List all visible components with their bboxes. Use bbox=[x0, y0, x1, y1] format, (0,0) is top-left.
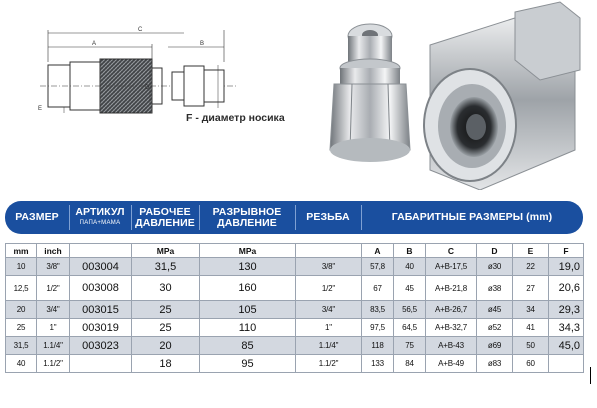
table-cell: 105 bbox=[200, 301, 296, 319]
table-subheader-row bbox=[6, 244, 584, 258]
header-working-pressure: РАБОЧЕЕ ДАВЛЕНИЕ bbox=[135, 205, 195, 229]
table-cell: 75 bbox=[394, 337, 426, 355]
table-row bbox=[6, 355, 584, 373]
table-cell: 25 bbox=[6, 319, 37, 337]
table-cell: 10 bbox=[6, 258, 37, 276]
table-cell: 60 bbox=[513, 355, 549, 373]
table-cell bbox=[70, 355, 132, 373]
table-cell: A+B-26,7 bbox=[426, 301, 477, 319]
table-cell: 31,5 bbox=[6, 337, 37, 355]
table-row bbox=[6, 301, 584, 319]
subheader-a: A bbox=[362, 244, 394, 258]
table-cell: 97,5 bbox=[362, 319, 394, 337]
table-cell: 20 bbox=[6, 301, 37, 319]
table-cell: 118 bbox=[362, 337, 394, 355]
table-cell: 40 bbox=[6, 355, 37, 373]
text-cursor bbox=[590, 367, 591, 384]
table-cell: 1.1/4" bbox=[37, 337, 70, 355]
table-cell: 45 bbox=[394, 276, 426, 301]
table-cell: 20 bbox=[132, 337, 200, 355]
table-cell: 34,3 bbox=[549, 319, 584, 337]
table-cell: 19,0 bbox=[549, 258, 584, 276]
subheader-article bbox=[70, 244, 132, 258]
table-cell: ø45 bbox=[477, 301, 513, 319]
table-cell: 3/4" bbox=[296, 301, 362, 319]
table-cell: 40 bbox=[394, 258, 426, 276]
table-cell: 1/2" bbox=[296, 276, 362, 301]
table-cell: 1" bbox=[296, 319, 362, 337]
table-cell: ø52 bbox=[477, 319, 513, 337]
table-cell: 110 bbox=[200, 319, 296, 337]
table-cell: 003015 bbox=[70, 301, 132, 319]
table-cell: 3/8" bbox=[37, 258, 70, 276]
table-cell: 1/2" bbox=[37, 276, 70, 301]
table-header-banner bbox=[5, 201, 583, 234]
table-cell: 41 bbox=[513, 319, 549, 337]
table-cell: A+B-49 bbox=[426, 355, 477, 373]
dim-label-e: E bbox=[38, 106, 43, 112]
table-cell: 22 bbox=[513, 258, 549, 276]
header-article: АРТИКУЛ ПАПА+МАМА bbox=[75, 205, 125, 226]
subheader-bp-unit: MPa bbox=[200, 244, 296, 258]
table-cell: 64,5 bbox=[394, 319, 426, 337]
table-cell: 84 bbox=[394, 355, 426, 373]
subheader-wp-unit: MPa bbox=[132, 244, 200, 258]
subheader-c: C bbox=[426, 244, 477, 258]
table-row bbox=[6, 337, 584, 355]
header-dimensions: ГАБАРИТНЫЕ РАЗМЕРЫ (mm) bbox=[391, 211, 553, 223]
table-cell: 003004 bbox=[70, 258, 132, 276]
subheader-d: D bbox=[477, 244, 513, 258]
table-cell: 27 bbox=[513, 276, 549, 301]
table-cell: 1" bbox=[37, 319, 70, 337]
table-cell: 29,3 bbox=[549, 301, 584, 319]
table-cell: ø69 bbox=[477, 337, 513, 355]
table-cell: 133 bbox=[362, 355, 394, 373]
table-cell: 130 bbox=[200, 258, 296, 276]
table-cell: 3/8" bbox=[296, 258, 362, 276]
table-cell: A+B-32,7 bbox=[426, 319, 477, 337]
coupling-drawing bbox=[0, 0, 597, 190]
table-cell: 31,5 bbox=[132, 258, 200, 276]
header-size: РАЗМЕР bbox=[15, 211, 59, 223]
table-cell: 25 bbox=[132, 301, 200, 319]
table-cell: ø38 bbox=[477, 276, 513, 301]
table-cell: 003008 bbox=[70, 276, 132, 301]
dim-label-d: D bbox=[145, 85, 150, 91]
subheader-mm: mm bbox=[6, 244, 37, 258]
table-cell: 85 bbox=[200, 337, 296, 355]
table-cell: A+B-17,5 bbox=[426, 258, 477, 276]
header-burst-pressure: РАЗРЫВНОЕ ДАВЛЕНИЕ bbox=[212, 205, 282, 229]
table-cell: ø83 bbox=[477, 355, 513, 373]
table-cell: 25 bbox=[132, 319, 200, 337]
table-cell: 160 bbox=[200, 276, 296, 301]
table-cell: 83,5 bbox=[362, 301, 394, 319]
table-cell: 50 bbox=[513, 337, 549, 355]
table-cell: 56,5 bbox=[394, 301, 426, 319]
table-cell: 3/4" bbox=[37, 301, 70, 319]
table-cell: 30 bbox=[132, 276, 200, 301]
dim-label-c: C bbox=[138, 27, 143, 33]
subheader-e: E bbox=[513, 244, 549, 258]
dim-label-b: B bbox=[200, 41, 205, 47]
subheader-thread bbox=[296, 244, 362, 258]
table-row bbox=[6, 319, 584, 337]
table-cell: ø30 bbox=[477, 258, 513, 276]
table-cell: 95 bbox=[200, 355, 296, 373]
table-cell: 20,6 bbox=[549, 276, 584, 301]
table-row bbox=[6, 276, 584, 301]
table-cell: A+B-43 bbox=[426, 337, 477, 355]
table-cell: 57,8 bbox=[362, 258, 394, 276]
subheader-b: B bbox=[394, 244, 426, 258]
table-cell: 003023 bbox=[70, 337, 132, 355]
female-coupler-sketch bbox=[40, 30, 236, 113]
header-thread: РЕЗЬБА bbox=[306, 211, 350, 223]
spec-table bbox=[5, 243, 584, 373]
subheader-f: F bbox=[549, 244, 584, 258]
table-cell: 1.1/4" bbox=[296, 337, 362, 355]
table-cell: 12,5 bbox=[6, 276, 37, 301]
table-cell: A+B-21,8 bbox=[426, 276, 477, 301]
table-cell: 45,0 bbox=[549, 337, 584, 355]
table-cell: 003019 bbox=[70, 319, 132, 337]
coupler-photo bbox=[330, 2, 580, 190]
table-cell: 1.1/2" bbox=[37, 355, 70, 373]
table-cell: 18 bbox=[132, 355, 200, 373]
table-cell: 67 bbox=[362, 276, 394, 301]
table-cell: 1.1/2" bbox=[296, 355, 362, 373]
table-cell bbox=[549, 355, 584, 373]
table-row bbox=[6, 258, 584, 276]
table-cell: 34 bbox=[513, 301, 549, 319]
subheader-inch: inch bbox=[37, 244, 70, 258]
dim-label-a: A bbox=[92, 41, 97, 47]
nozzle-diameter-caption: F - диаметр носика bbox=[186, 112, 285, 124]
